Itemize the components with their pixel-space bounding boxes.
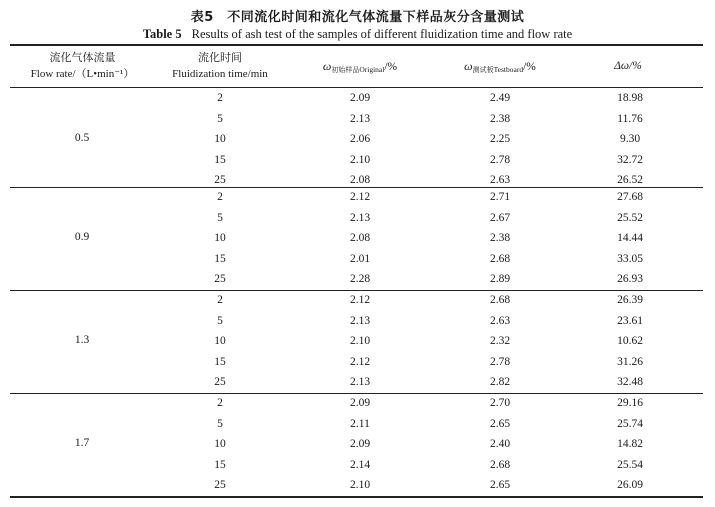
cell-tested: 2.63: [489, 174, 511, 187]
cell-tested: 2.78: [489, 355, 511, 368]
cell-tested: 2.82: [489, 376, 511, 389]
cell-time: 2: [217, 191, 223, 203]
cell-time: 15: [214, 153, 226, 166]
table-caption: Results of ash test of the samples of different fluidization time and flow rate: [191, 27, 573, 41]
header-flow-rate: 流化气体流量 Flow rate/（L•min⁻¹）: [30, 51, 135, 80]
cell-delta: 26.52: [617, 174, 643, 187]
cell-time: 10: [214, 232, 226, 245]
cell-tested: 2.71: [489, 191, 511, 203]
cell-tested: 2.25: [489, 133, 511, 146]
header-testboard: $\omega_{测试板Testboard}/\%$: [464, 59, 536, 74]
flow-rate-group-label: 1.3: [74, 334, 90, 347]
cell-original: 2.12: [349, 294, 371, 306]
cell-time: 2: [217, 92, 223, 104]
cell-tested: 2.68: [489, 458, 511, 471]
cell-tested: 2.68: [489, 252, 511, 265]
cell-delta: 26.39: [617, 294, 643, 306]
cell-time: 25: [214, 174, 226, 187]
cell-time: 25: [214, 479, 226, 492]
cell-time: 25: [214, 376, 226, 389]
flow-rate-group-label: 1.7: [74, 437, 90, 450]
cell-time: 2: [217, 294, 223, 306]
cell-tested: 2.68: [489, 294, 511, 306]
cell-tested: 2.78: [489, 153, 511, 166]
cell-delta: 25.52: [617, 211, 643, 224]
table-title-en: [0, 27, 715, 42]
group-separator-rule: [10, 393, 703, 394]
cell-original: 2.01: [349, 252, 371, 265]
table-bottom-rule: [10, 496, 703, 498]
cell-delta: 31.26: [617, 355, 643, 368]
cell-original: 2.13: [349, 376, 371, 389]
cell-time: 10: [214, 438, 226, 451]
cell-time: 10: [214, 133, 226, 146]
cell-original: 2.13: [349, 211, 371, 224]
cell-original: 2.11: [350, 417, 370, 430]
cell-time: 5: [217, 314, 223, 327]
cell-delta: 27.68: [617, 191, 643, 203]
cell-original: 2.13: [349, 314, 371, 327]
cell-tested: 2.63: [489, 314, 511, 327]
cell-original: 2.28: [349, 273, 371, 286]
cell-delta: 25.74: [617, 417, 643, 430]
group-separator-rule: [10, 290, 703, 291]
table-number: Table 5: [142, 27, 182, 41]
table-title-cn: 表5 不同流化时间和流化气体流量下样品灰分含量测试: [190, 10, 525, 25]
cell-original: 2.10: [349, 153, 371, 166]
cell-time: 2: [217, 397, 223, 409]
cell-time: 25: [214, 273, 226, 286]
cell-original: 2.13: [349, 112, 371, 125]
group-separator-rule: [10, 187, 703, 188]
cell-original: 2.08: [349, 174, 371, 187]
cell-original: 2.14: [349, 458, 371, 471]
cell-original: 2.09: [349, 397, 371, 409]
header-fluidization-time: 流化时间 Fluidization time/min: [172, 51, 268, 80]
cell-time: 15: [214, 252, 226, 265]
cell-delta: 10.62: [617, 335, 643, 348]
cell-time: 5: [217, 112, 223, 125]
cell-original: 2.10: [349, 335, 371, 348]
cell-tested: 2.32: [489, 335, 511, 348]
cell-delta: 32.48: [617, 376, 643, 389]
cell-original: 2.12: [349, 191, 371, 203]
cell-delta: 23.61: [617, 314, 643, 327]
cell-original: 2.09: [349, 438, 371, 451]
cell-tested: 2.70: [489, 397, 511, 409]
cell-delta: 11.76: [617, 112, 643, 125]
cell-tested: 2.65: [489, 479, 511, 492]
cell-original: 2.09: [349, 92, 371, 104]
cell-time: 15: [214, 458, 226, 471]
cell-original: 2.10: [349, 479, 371, 492]
cell-delta: 25.54: [617, 458, 643, 471]
cell-original: 2.08: [349, 232, 371, 245]
flow-rate-group-label: 0.5: [74, 132, 90, 145]
cell-tested: 2.65: [489, 417, 511, 430]
cell-delta: 26.93: [617, 273, 643, 286]
cell-delta: 18.98: [617, 92, 643, 104]
cell-time: 5: [217, 211, 223, 224]
cell-tested: 2.38: [489, 232, 511, 245]
cell-delta: 32.72: [617, 153, 643, 166]
cell-delta: 14.44: [617, 232, 643, 245]
cell-original: 2.06: [349, 133, 371, 146]
cell-delta: 14.82: [617, 438, 643, 451]
header-delta: Δω/%: [614, 60, 642, 72]
table-top-rule: [10, 44, 703, 46]
cell-tested: 2.89: [489, 273, 511, 286]
cell-tested: 2.67: [489, 211, 511, 224]
flow-rate-group-label: 0.9: [74, 231, 90, 244]
cell-tested: 2.38: [489, 112, 511, 125]
cell-delta: 9.30: [619, 133, 641, 146]
cell-delta: 33.05: [617, 252, 643, 265]
cell-time: 10: [214, 335, 226, 348]
cell-tested: 2.49: [489, 92, 511, 104]
cell-delta: 29.16: [617, 397, 643, 409]
cell-delta: 26.09: [617, 479, 643, 492]
header-original: $\omega_{初始样品Original}/\%$: [322, 59, 398, 74]
cell-tested: 2.40: [489, 438, 511, 451]
cell-original: 2.12: [349, 355, 371, 368]
cell-time: 15: [214, 355, 226, 368]
cell-time: 5: [217, 417, 223, 430]
header-bottom-rule: [10, 87, 703, 88]
